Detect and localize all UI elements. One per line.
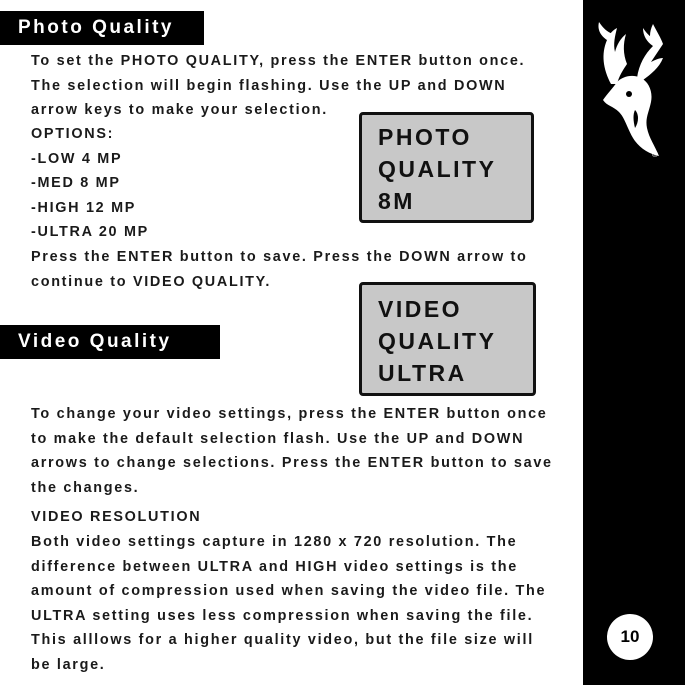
text-line: The selection will begin flashing. Use the UP and DOWN: [31, 77, 507, 94]
text-line: arrow keys to make your selection.: [31, 102, 328, 118]
page-number-badge: [607, 614, 653, 660]
brand-sidebar: [583, 0, 685, 685]
video-quality-title: Video Quality: [18, 331, 172, 352]
page-number: 10: [620, 627, 640, 646]
display-line: PHOTO: [378, 124, 472, 150]
text-line: ULTRA setting uses less compression when saving the file.: [31, 607, 534, 624]
text-line: arrows to change selections. Press the ENTER button to save: [31, 455, 553, 471]
option-item: -LOW 4 MP: [31, 150, 123, 167]
text-line: Both video settings capture in 1280 x 720 resolution. The: [31, 534, 518, 550]
text-line: This alllows for a higher quality video, but the file size will: [31, 632, 534, 648]
subheading: VIDEO RESOLUTION: [31, 509, 202, 525]
text-line: Press the ENTER button to save. Press the DOWN arrow to: [31, 249, 528, 265]
display-line: QUALITY: [378, 156, 497, 182]
video-resolution-text: [31, 530, 546, 677]
video-body-text: [31, 402, 553, 500]
text-line: the changes.: [31, 479, 140, 496]
display-line: ULTRA: [378, 360, 467, 386]
option-item: -MED 8 MP: [31, 175, 121, 191]
text-line: To set the PHOTO QUALITY, press the ENTER button once.: [31, 53, 526, 69]
option-item: -HIGH 12 MP: [31, 199, 137, 216]
display-line: 8M: [378, 188, 415, 214]
display-line: QUALITY: [378, 328, 497, 354]
text-line: To change your video settings, press the ENTER button once: [31, 406, 548, 422]
display-line: VIDEO: [378, 296, 463, 322]
photo-options-list: [31, 122, 149, 245]
video-quality-header: [0, 325, 220, 359]
options-heading: OPTIONS:: [31, 126, 115, 142]
video-quality-display: [359, 282, 536, 396]
photo-quality-header: [0, 11, 204, 45]
text-line: to make the default selection flash. Use the UP and DOWN: [31, 430, 525, 447]
video-resolution-heading: [31, 505, 201, 530]
text-line: difference between ULTRA and HIGH video settings is the: [31, 558, 518, 575]
photo-quality-title: Photo Quality: [18, 17, 174, 38]
option-item: -ULTRA 20 MP: [31, 224, 149, 240]
registered-mark: ®: [652, 150, 658, 159]
photo-quality-display: [359, 112, 534, 223]
text-line: continue to VIDEO QUALITY.: [31, 273, 272, 290]
buck-head-logo-icon: [593, 14, 665, 164]
text-line: be large.: [31, 656, 106, 673]
text-line: amount of compression used when saving the video file. The: [31, 583, 547, 599]
